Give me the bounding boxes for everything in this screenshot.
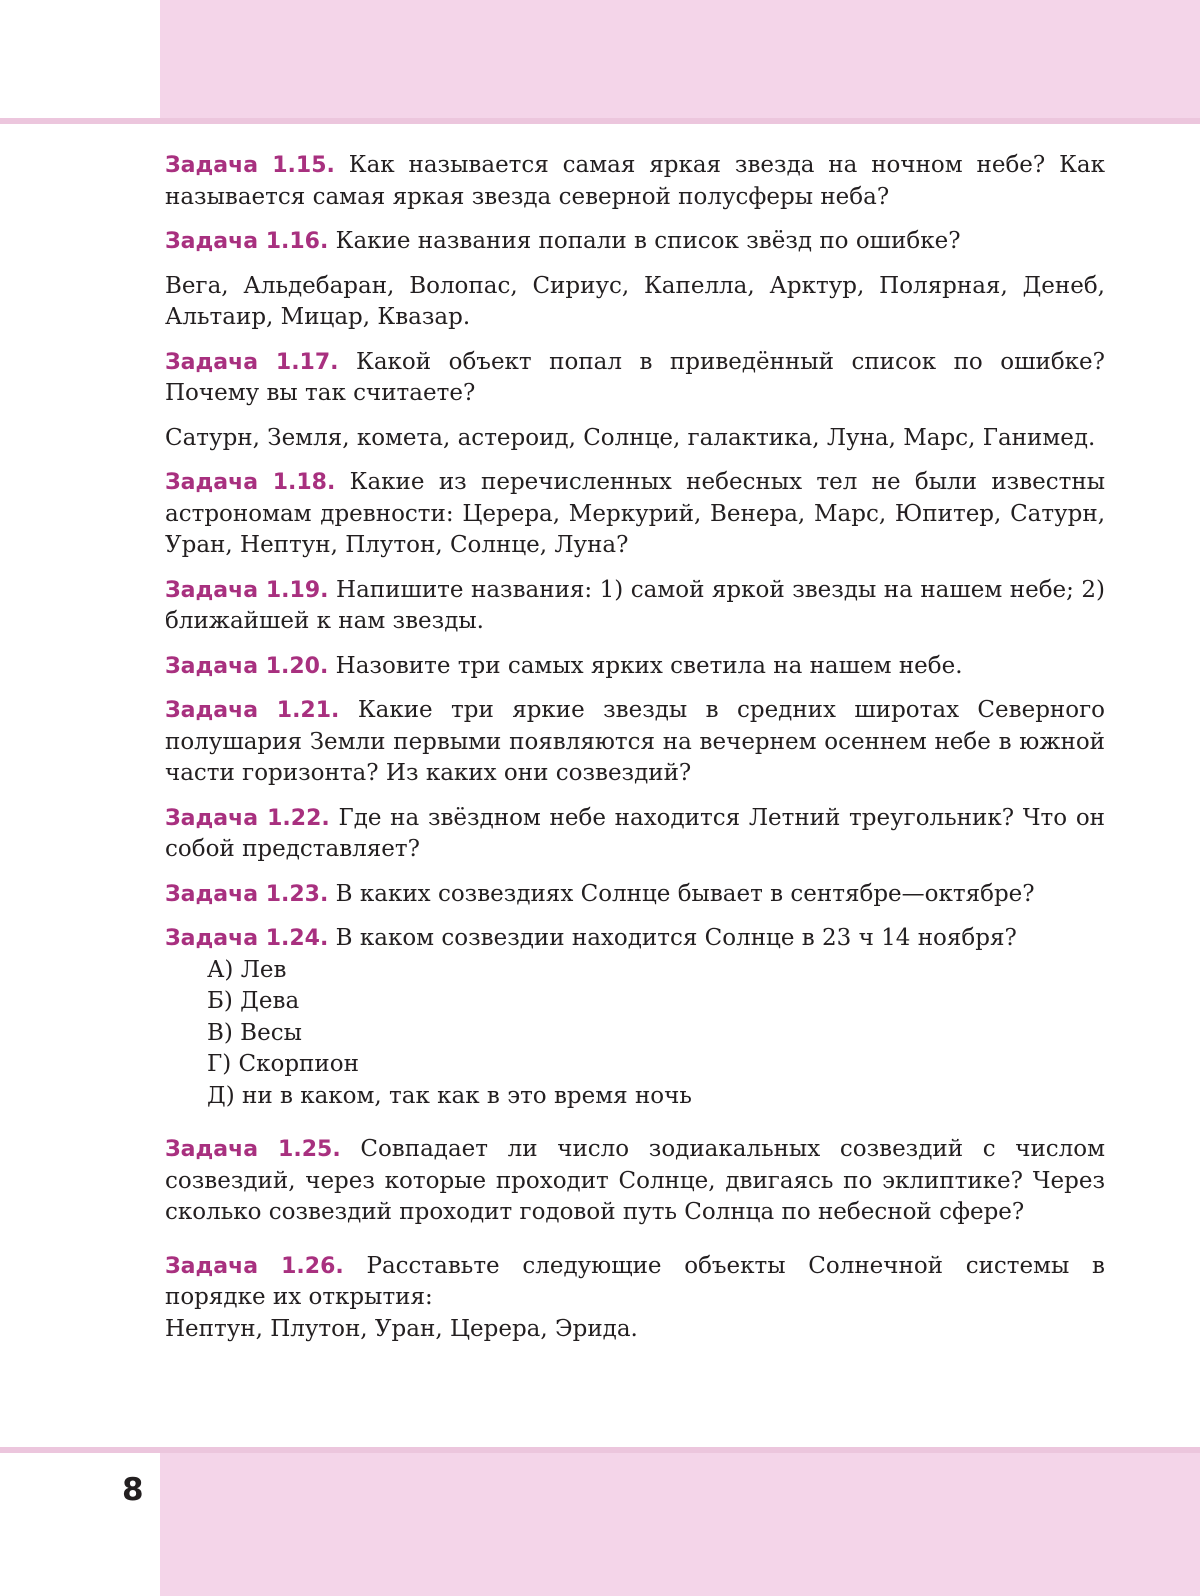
task-text: Напишите названия: 1) самой яркой звезды на нашем небе; 2) ближайшей к нам звезды. <box>165 576 1106 634</box>
task-text: Назовите три самых ярких светила на нашем небе. <box>335 652 963 679</box>
task-1-23 <box>165 879 1105 911</box>
task-text: В каких созвездиях Солнце бывает в сентябре—октябре? <box>335 880 1035 907</box>
task-label: Задача 1.16. <box>165 229 329 254</box>
page-number: 8 <box>122 1472 144 1508</box>
task-1-26 <box>165 1251 1105 1314</box>
task-1-17-list: Сатурн, Земля, комета, астероид, Солнце, галактика, Луна, Марс, Ганимед. <box>165 424 1096 451</box>
footer-band <box>160 1453 1200 1596</box>
answer-option: А) Лев <box>207 956 287 983</box>
task-label: Задача 1.20. <box>165 653 329 679</box>
task-label: Задача 1.26. <box>165 1253 344 1279</box>
task-label: Задача 1.18. <box>165 470 336 495</box>
task-label: Задача 1.25. <box>165 1137 341 1162</box>
page-content <box>165 150 1105 1358</box>
task-label: Задача 1.21. <box>165 698 340 723</box>
answer-option: Б) Дева <box>207 988 300 1014</box>
task-label: Задача 1.17. <box>165 349 339 375</box>
task-1-20 <box>165 651 1105 683</box>
task-text: Совпадает ли число зодиакальных созвездий с числом созвездий, через которые проходит Солнце, двигаясь по эклиптике? Через сколько созвездий проходит годовой путь Солнца по небесной сфере? <box>165 1136 1105 1225</box>
task-1-24-options <box>207 955 1105 1113</box>
task-text: Где на звёздном небе находится Летний треугольник? Что он собой представляет? <box>165 804 1105 862</box>
task-1-26-list: Нептун, Плутон, Уран, Церера, Эрида. <box>165 1315 638 1342</box>
task-text: Какие названия попали в список звёзд по ошибке? <box>335 228 961 254</box>
task-1-16-list: Вега, Альдебаран, Волопас, Сириус, Капелла, Арктур, Полярная, Денеб, Альтаир, Мицар, Квазар. <box>165 272 1105 330</box>
task-1-19 <box>165 575 1105 638</box>
task-1-15 <box>165 150 1105 213</box>
task-label: Задача 1.22. <box>165 805 330 831</box>
task-1-17 <box>165 347 1105 410</box>
header-band <box>160 0 1200 118</box>
header-rule <box>0 118 1200 124</box>
answer-option: В) Весы <box>207 1019 302 1046</box>
task-text: В каком созвездии находится Солнце в 23 ч 14 ноября? <box>335 925 1017 951</box>
task-text: Какие из перечисленных небесных тел не были известны астрономам древности: Церера, Меркурий, Венера, Марс, Юпитер, Сатурн, Уран, Нептун, Плутон, Солнце, Луна? <box>165 469 1105 558</box>
task-1-22 <box>165 803 1105 866</box>
task-text: Какой объект попал в приведённый список по ошибке? Почему вы так считаете? <box>165 348 1105 406</box>
answer-option: Г) Скорпион <box>207 1051 359 1077</box>
task-text: Как называется самая яркая звезда на ночном небе? Как называется самая яркая звезда северной полусферы неба? <box>165 152 1106 210</box>
task-label: Задача 1.24. <box>165 926 329 951</box>
task-label: Задача 1.15. <box>165 153 335 178</box>
task-1-25 <box>165 1134 1105 1229</box>
task-1-24 <box>165 923 1105 955</box>
task-1-21 <box>165 695 1105 790</box>
task-text: Расставьте следующие объекты Солнечной системы в порядке их открытия: <box>165 1252 1105 1310</box>
task-label: Задача 1.19. <box>165 577 329 603</box>
task-text: Какие три яркие звезды в средних широтах Северного полушария Земли первыми появляются на вечернем осеннем небе в южной части горизонта? Из каких они созвездий? <box>165 697 1105 786</box>
task-1-18 <box>165 467 1105 562</box>
answer-option: Д) ни в каком, так как в это время ночь <box>207 1082 692 1109</box>
task-1-16 <box>165 226 1105 258</box>
task-label: Задача 1.23. <box>165 881 329 907</box>
